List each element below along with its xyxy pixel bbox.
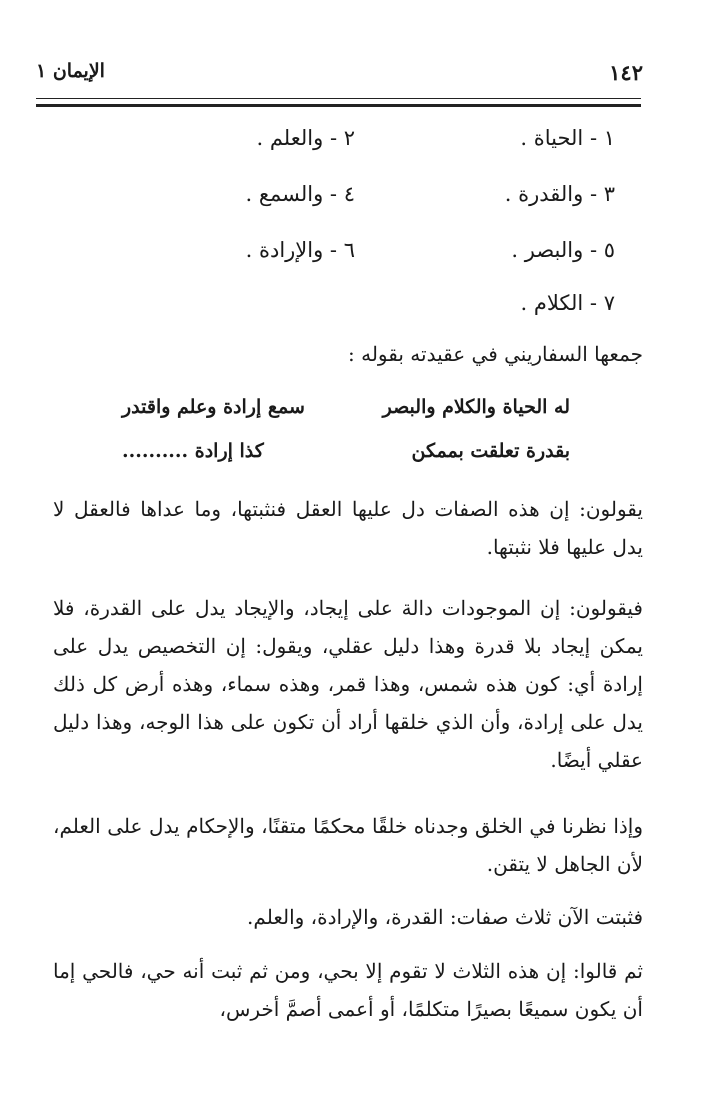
paragraph: فيقولون: إن الموجودات دالة على إيجاد، والإيجاد يدل على القدرة، فلا يمكن إيجاد بلا قدرة وهذا دليل عقلي، ويقول: إن التخصيص يدل على إرادة أي: كون هذه شمس، وهذا قمر، وهذه سماء، وهذه أرض كل ذلك يدل على إرادة، وأن الذي خلقها أراد أن تكون على هذا الوجه، وهذا دليل عقلي أيضًا.: [53, 596, 643, 772]
paragraph: وإذا نظرنا في الخلق وجدناه خلقًا محكمًا متقنًا، والإحكام يدل على العلم، لأن الجاهل لا يتقن.: [53, 814, 643, 876]
paragraph: فثبتت الآن ثلاث صفات: القدرة، والإرادة، والعلم.: [247, 905, 643, 929]
header-rule-thin: [36, 98, 641, 99]
poem-line-1-right: له الحياة والكلام والبصر: [382, 396, 570, 418]
list-item: ٣ - والقدرة .: [504, 182, 615, 206]
page-number: ١٤٢: [609, 60, 643, 85]
poem-line-2-right: بقدرة تعلقت بممكن: [411, 440, 570, 462]
paragraph: ثم قالوا: إن هذه الثلاث لا تقوم إلا بحي، ومن ثم ثبت أنه حي، فالحي إما أن يكون سميعًا بصيرًا متكلمًا، أو أعمى أصمَّ أخرس،: [53, 959, 643, 1021]
header-rule-thick: [36, 104, 641, 107]
poem-intro: جمعها السفاريني في عقيدته بقوله :: [348, 342, 643, 366]
list-item: ٧ - الكلام .: [520, 291, 615, 315]
list-item: ٦ - والإرادة .: [245, 238, 355, 262]
list-item: ٢ - والعلم .: [256, 126, 355, 150]
list-item: ١ - الحياة .: [520, 126, 615, 150]
list-item: ٥ - والبصر .: [511, 238, 615, 262]
list-item: ٤ - والسمع .: [245, 182, 355, 206]
running-title: الإيمان ١: [36, 60, 105, 82]
poem-line-2-left: كذا إرادة ..........: [122, 440, 264, 462]
poem-line-1-left: سمع إرادة وعلم واقتدر: [122, 396, 305, 418]
paragraph: يقولون: إن هذه الصفات دل عليها العقل فنثبتها، وما عداها فالعقل لا يدل عليها فلا نثبتها.: [53, 497, 643, 559]
